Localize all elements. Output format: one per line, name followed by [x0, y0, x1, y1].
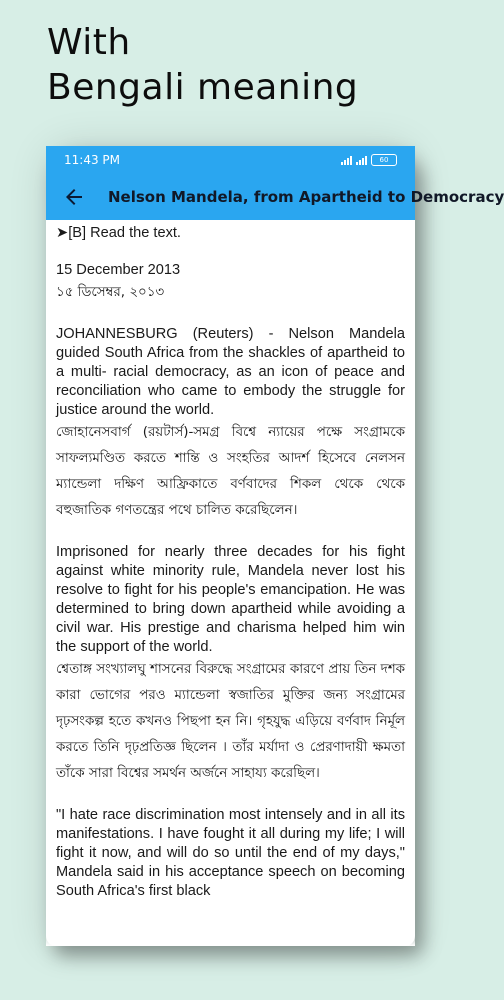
- instruction-text: ➤[B] Read the text.: [56, 225, 181, 241]
- paragraph-1: [56, 325, 405, 524]
- paragraph-bengali: জোহানেসবার্গ (রয়টার্স)-সমগ্র বিশ্বে ন্যায়ের পক্ষে সংগ্রামকে সাফল্যমণ্ডিত করতে শান্তি ও সংহতির আদর্শ হিসেবে নেলসন ম্যান্ডেলা দক্ষিণ আফ্রিকাতে বর্ণবাদের শিকল থেকে থেকে বহুজাতিক গণতন্ত্রের পথে চালিত করেছিলেন।: [56, 425, 405, 518]
- promo-heading-line-1: With: [47, 22, 131, 63]
- phone-frame: [46, 146, 504, 946]
- date-bengali: ১৫ ডিসেম্বর, ২০১৩: [56, 285, 165, 300]
- date-english: 15 December 2013: [56, 262, 181, 278]
- status-bar: [46, 146, 415, 174]
- battery-icon: 60: [371, 154, 397, 166]
- app-bar: [46, 174, 504, 220]
- paragraph-english: JOHANNESBURG (Reuters) - Nelson Mandela guided South Africa from the shackles of apartheid to a multi- racial democracy, as an icon of peace and reconciliation who came to embody the struggle for justice around the world.: [56, 326, 405, 418]
- signal-icon-2: [356, 156, 367, 165]
- promo-heading: [47, 20, 447, 110]
- bottom-fade: [46, 932, 415, 946]
- page-title: Nelson Mandela, from Apartheid to Democracy: [108, 188, 504, 206]
- promo-heading-line-2: Bengali meaning: [47, 67, 359, 108]
- paragraph-2: [56, 543, 405, 787]
- paragraph-bengali: শ্বেতাঙ্গ সংখ্যালঘু শাসনের বিরুদ্ধে সংগ্রামের কারণে প্রায় তিন দশক কারা ভোগের পরও ম্যান্ডেলা স্বজাতির মুক্তির জন্য সংগ্রামের দৃঢ়সংকল্প হতে কখনও পিছপা হন নি। গৃহযুদ্ধ এড়িয়ে বর্ণবাদ নির্মূল করতে তিনি দৃঢ়প্রতিজ্ঞ ছিলেন । তাঁর মর্যাদা ও প্রেরণাদায়ী ক্ষমতা তাঁকে সারা বিশ্বের সমর্থন অর্জনে সাহায্য করেছিল।: [56, 662, 405, 781]
- paragraph-3: [56, 806, 405, 901]
- status-time: 11:43 PM: [64, 153, 120, 167]
- paragraph-english: "I hate race discrimination most intensely and in all its manifestations. I have fought it all during my life; I will fight it now, and will do so until the end of my days," Mandela said in his acceptance speech on becoming South Africa's first black: [56, 807, 405, 899]
- arrow-left-icon[interactable]: [62, 185, 86, 209]
- paragraph-english: Imprisoned for nearly three decades for his fight against white minority rule, Mandela never lost his resolve to fight for his people's emancipation. He was determined to bring down apartheid while avoiding a civil war. His prestige and charisma helped him win the support of the world.: [56, 544, 405, 655]
- status-icons: [341, 154, 397, 166]
- signal-icon: [341, 156, 352, 165]
- article-content[interactable]: [46, 220, 415, 901]
- date-block: [56, 261, 405, 306]
